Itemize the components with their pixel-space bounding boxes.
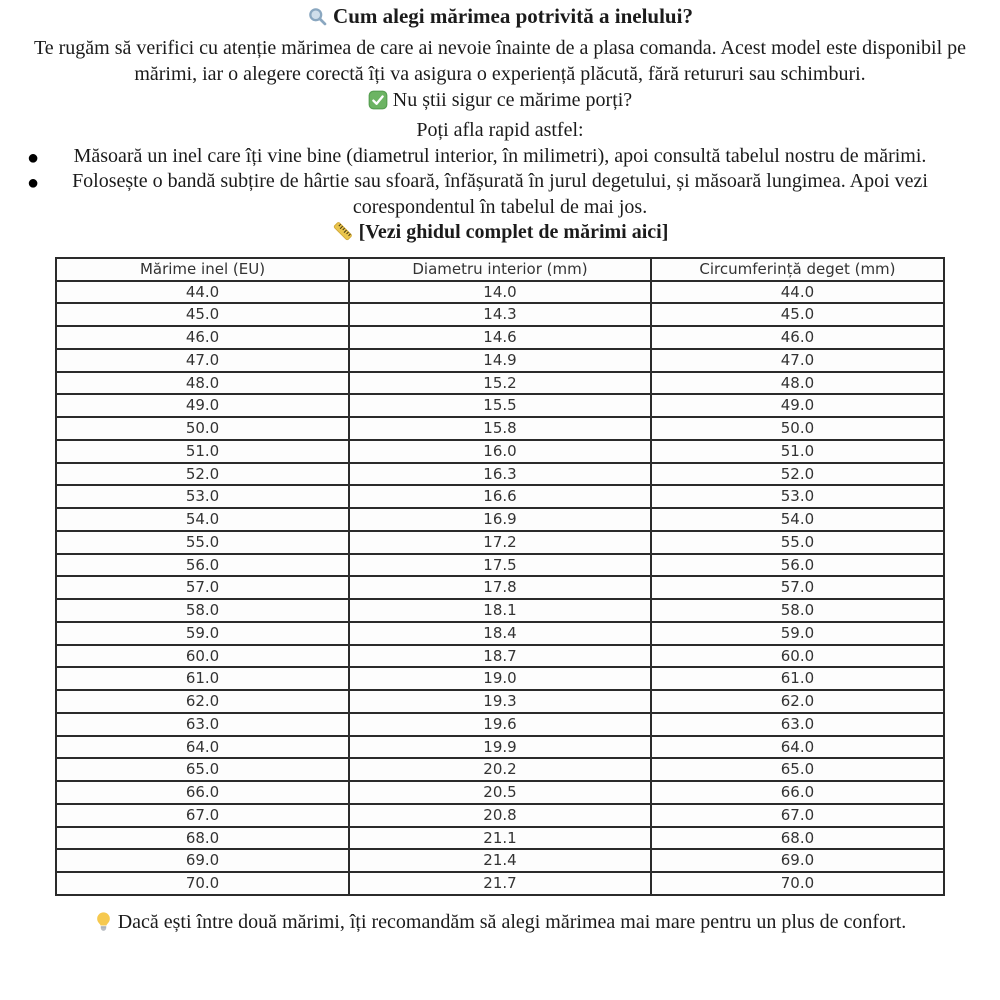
table-row — [56, 281, 944, 304]
table-cell: 16.6 — [349, 485, 651, 508]
table-row — [56, 554, 944, 577]
table-cell: 62.0 — [651, 690, 944, 713]
table-cell: 70.0 — [56, 872, 349, 895]
table-cell: 14.3 — [349, 303, 651, 326]
table-cell: 55.0 — [651, 531, 944, 554]
table-cell: 64.0 — [56, 736, 349, 759]
table-cell: 20.2 — [349, 758, 651, 781]
table-row — [56, 827, 944, 850]
table-cell: 46.0 — [651, 326, 944, 349]
table-cell: 44.0 — [56, 281, 349, 304]
table-cell: 67.0 — [56, 804, 349, 827]
table-cell: 21.7 — [349, 872, 651, 895]
size-table-body — [56, 281, 944, 895]
table-cell: 48.0 — [56, 372, 349, 395]
table-cell: 63.0 — [651, 713, 944, 736]
table-row — [56, 713, 944, 736]
table-cell: 58.0 — [651, 599, 944, 622]
table-cell: 48.0 — [651, 372, 944, 395]
size-question-line — [0, 88, 1000, 118]
table-cell: 66.0 — [56, 781, 349, 804]
table-cell: 64.0 — [651, 736, 944, 759]
table-row — [56, 645, 944, 668]
table-cell: 61.0 — [56, 667, 349, 690]
ring-size-table — [55, 257, 945, 896]
table-cell: 49.0 — [651, 394, 944, 417]
table-cell: 69.0 — [56, 849, 349, 872]
table-cell: 19.9 — [349, 736, 651, 759]
column-header-finger-circumference: Circumferință deget (mm) — [651, 258, 944, 281]
table-cell: 21.4 — [349, 849, 651, 872]
table-cell: 53.0 — [651, 485, 944, 508]
table-cell: 70.0 — [651, 872, 944, 895]
table-row — [56, 781, 944, 804]
intro-paragraph: Te rugăm să verifici cu atenție mărimea de care ai nevoie înainte de a plasa comanda. Acest model este disponibil pe mărimi, iar o alegere corectă îți va asigura o experiență plăcută, fără retururi sau schimburi. — [33, 37, 967, 85]
table-row — [56, 349, 944, 372]
table-row — [56, 622, 944, 645]
size-question-text: Nu știi sigur ce mărime porți? — [392, 89, 633, 112]
table-cell: 21.1 — [349, 827, 651, 850]
size-guide-link[interactable]: [Vezi ghidul complet de mărimi aici] — [358, 221, 669, 244]
table-cell: 16.3 — [349, 463, 651, 486]
table-cell: 44.0 — [651, 281, 944, 304]
table-row — [56, 463, 944, 486]
table-row — [56, 667, 944, 690]
subheading: Poți afla rapid astfel: — [416, 118, 584, 141]
table-cell: 54.0 — [56, 508, 349, 531]
table-cell: 47.0 — [56, 349, 349, 372]
measurement-steps-list — [0, 144, 1000, 221]
table-cell: 17.5 — [349, 554, 651, 577]
table-cell: 69.0 — [651, 849, 944, 872]
table-cell: 47.0 — [651, 349, 944, 372]
table-cell: 51.0 — [651, 440, 944, 463]
table-row — [56, 576, 944, 599]
list-item — [0, 144, 1000, 170]
table-cell: 65.0 — [56, 758, 349, 781]
ruler-icon — [332, 220, 354, 250]
table-cell: 54.0 — [651, 508, 944, 531]
list-item — [0, 169, 1000, 220]
checkmark-icon — [368, 90, 388, 118]
table-cell: 19.3 — [349, 690, 651, 713]
table-cell: 19.6 — [349, 713, 651, 736]
light-bulb-icon — [94, 911, 113, 939]
table-cell: 52.0 — [651, 463, 944, 486]
table-cell: 68.0 — [56, 827, 349, 850]
table-row — [56, 531, 944, 554]
table-row — [56, 690, 944, 713]
table-cell: 50.0 — [56, 417, 349, 440]
table-cell: 55.0 — [56, 531, 349, 554]
bullet-icon: ● — [27, 146, 40, 169]
page-title-text: Cum alegi mărimea potrivită a inelului? — [333, 4, 693, 28]
table-cell: 20.5 — [349, 781, 651, 804]
table-cell: 49.0 — [56, 394, 349, 417]
table-cell: 18.7 — [349, 645, 651, 668]
table-cell: 45.0 — [651, 303, 944, 326]
table-row — [56, 440, 944, 463]
table-cell: 18.1 — [349, 599, 651, 622]
table-row — [56, 872, 944, 895]
table-cell: 57.0 — [56, 576, 349, 599]
step-text: Măsoară un inel care îți vine bine (diametrul interior, în milimetri), apoi consultă tabelul nostru de mărimi. — [73, 144, 927, 167]
table-cell: 46.0 — [56, 326, 349, 349]
table-row — [56, 303, 944, 326]
table-row — [56, 326, 944, 349]
table-cell: 56.0 — [651, 554, 944, 577]
table-cell: 50.0 — [651, 417, 944, 440]
table-cell: 14.6 — [349, 326, 651, 349]
table-cell: 16.9 — [349, 508, 651, 531]
table-cell: 51.0 — [56, 440, 349, 463]
table-cell: 16.0 — [349, 440, 651, 463]
table-cell: 59.0 — [56, 622, 349, 645]
table-cell: 63.0 — [56, 713, 349, 736]
table-cell: 20.8 — [349, 804, 651, 827]
table-header — [56, 258, 944, 281]
table-header-row — [56, 258, 944, 281]
table-cell: 61.0 — [651, 667, 944, 690]
table-row — [56, 736, 944, 759]
table-row — [56, 758, 944, 781]
table-cell: 57.0 — [651, 576, 944, 599]
table-cell: 60.0 — [651, 645, 944, 668]
page-title — [0, 4, 1000, 33]
table-cell: 45.0 — [56, 303, 349, 326]
table-row — [56, 804, 944, 827]
size-guide-link-line — [0, 220, 1000, 250]
bullet-icon: ● — [27, 172, 40, 195]
column-header-inner-diameter: Diametru interior (mm) — [349, 258, 651, 281]
table-cell: 52.0 — [56, 463, 349, 486]
table-cell: 67.0 — [651, 804, 944, 827]
table-cell: 62.0 — [56, 690, 349, 713]
table-row — [56, 485, 944, 508]
table-cell: 56.0 — [56, 554, 349, 577]
table-row — [56, 394, 944, 417]
table-cell: 66.0 — [651, 781, 944, 804]
table-cell: 17.8 — [349, 576, 651, 599]
magnifying-glass-icon — [307, 6, 328, 33]
table-cell: 17.2 — [349, 531, 651, 554]
table-cell: 15.8 — [349, 417, 651, 440]
table-cell: 15.5 — [349, 394, 651, 417]
table-cell: 18.4 — [349, 622, 651, 645]
table-cell: 60.0 — [56, 645, 349, 668]
table-cell: 53.0 — [56, 485, 349, 508]
step-text: Folosește o bandă subțire de hârtie sau sfoară, înfășurată în jurul degetului, și măsoară lungimea. Apoi vezi corespondentul în tabelul de mai jos. — [72, 170, 928, 218]
table-row — [56, 849, 944, 872]
table-cell: 19.0 — [349, 667, 651, 690]
table-row — [56, 599, 944, 622]
footer-note — [0, 909, 1000, 939]
table-row — [56, 372, 944, 395]
table-row — [56, 508, 944, 531]
table-cell: 14.9 — [349, 349, 651, 372]
table-cell: 59.0 — [651, 622, 944, 645]
footer-note-text: Dacă ești între două mărimi, îți recomandăm să alegi mărimea mai mare pentru un plus de confort. — [117, 910, 907, 933]
table-cell: 15.2 — [349, 372, 651, 395]
table-cell: 68.0 — [651, 827, 944, 850]
table-cell: 14.0 — [349, 281, 651, 304]
table-cell: 58.0 — [56, 599, 349, 622]
column-header-ring-size: Mărime inel (EU) — [56, 258, 349, 281]
table-row — [56, 417, 944, 440]
table-cell: 65.0 — [651, 758, 944, 781]
